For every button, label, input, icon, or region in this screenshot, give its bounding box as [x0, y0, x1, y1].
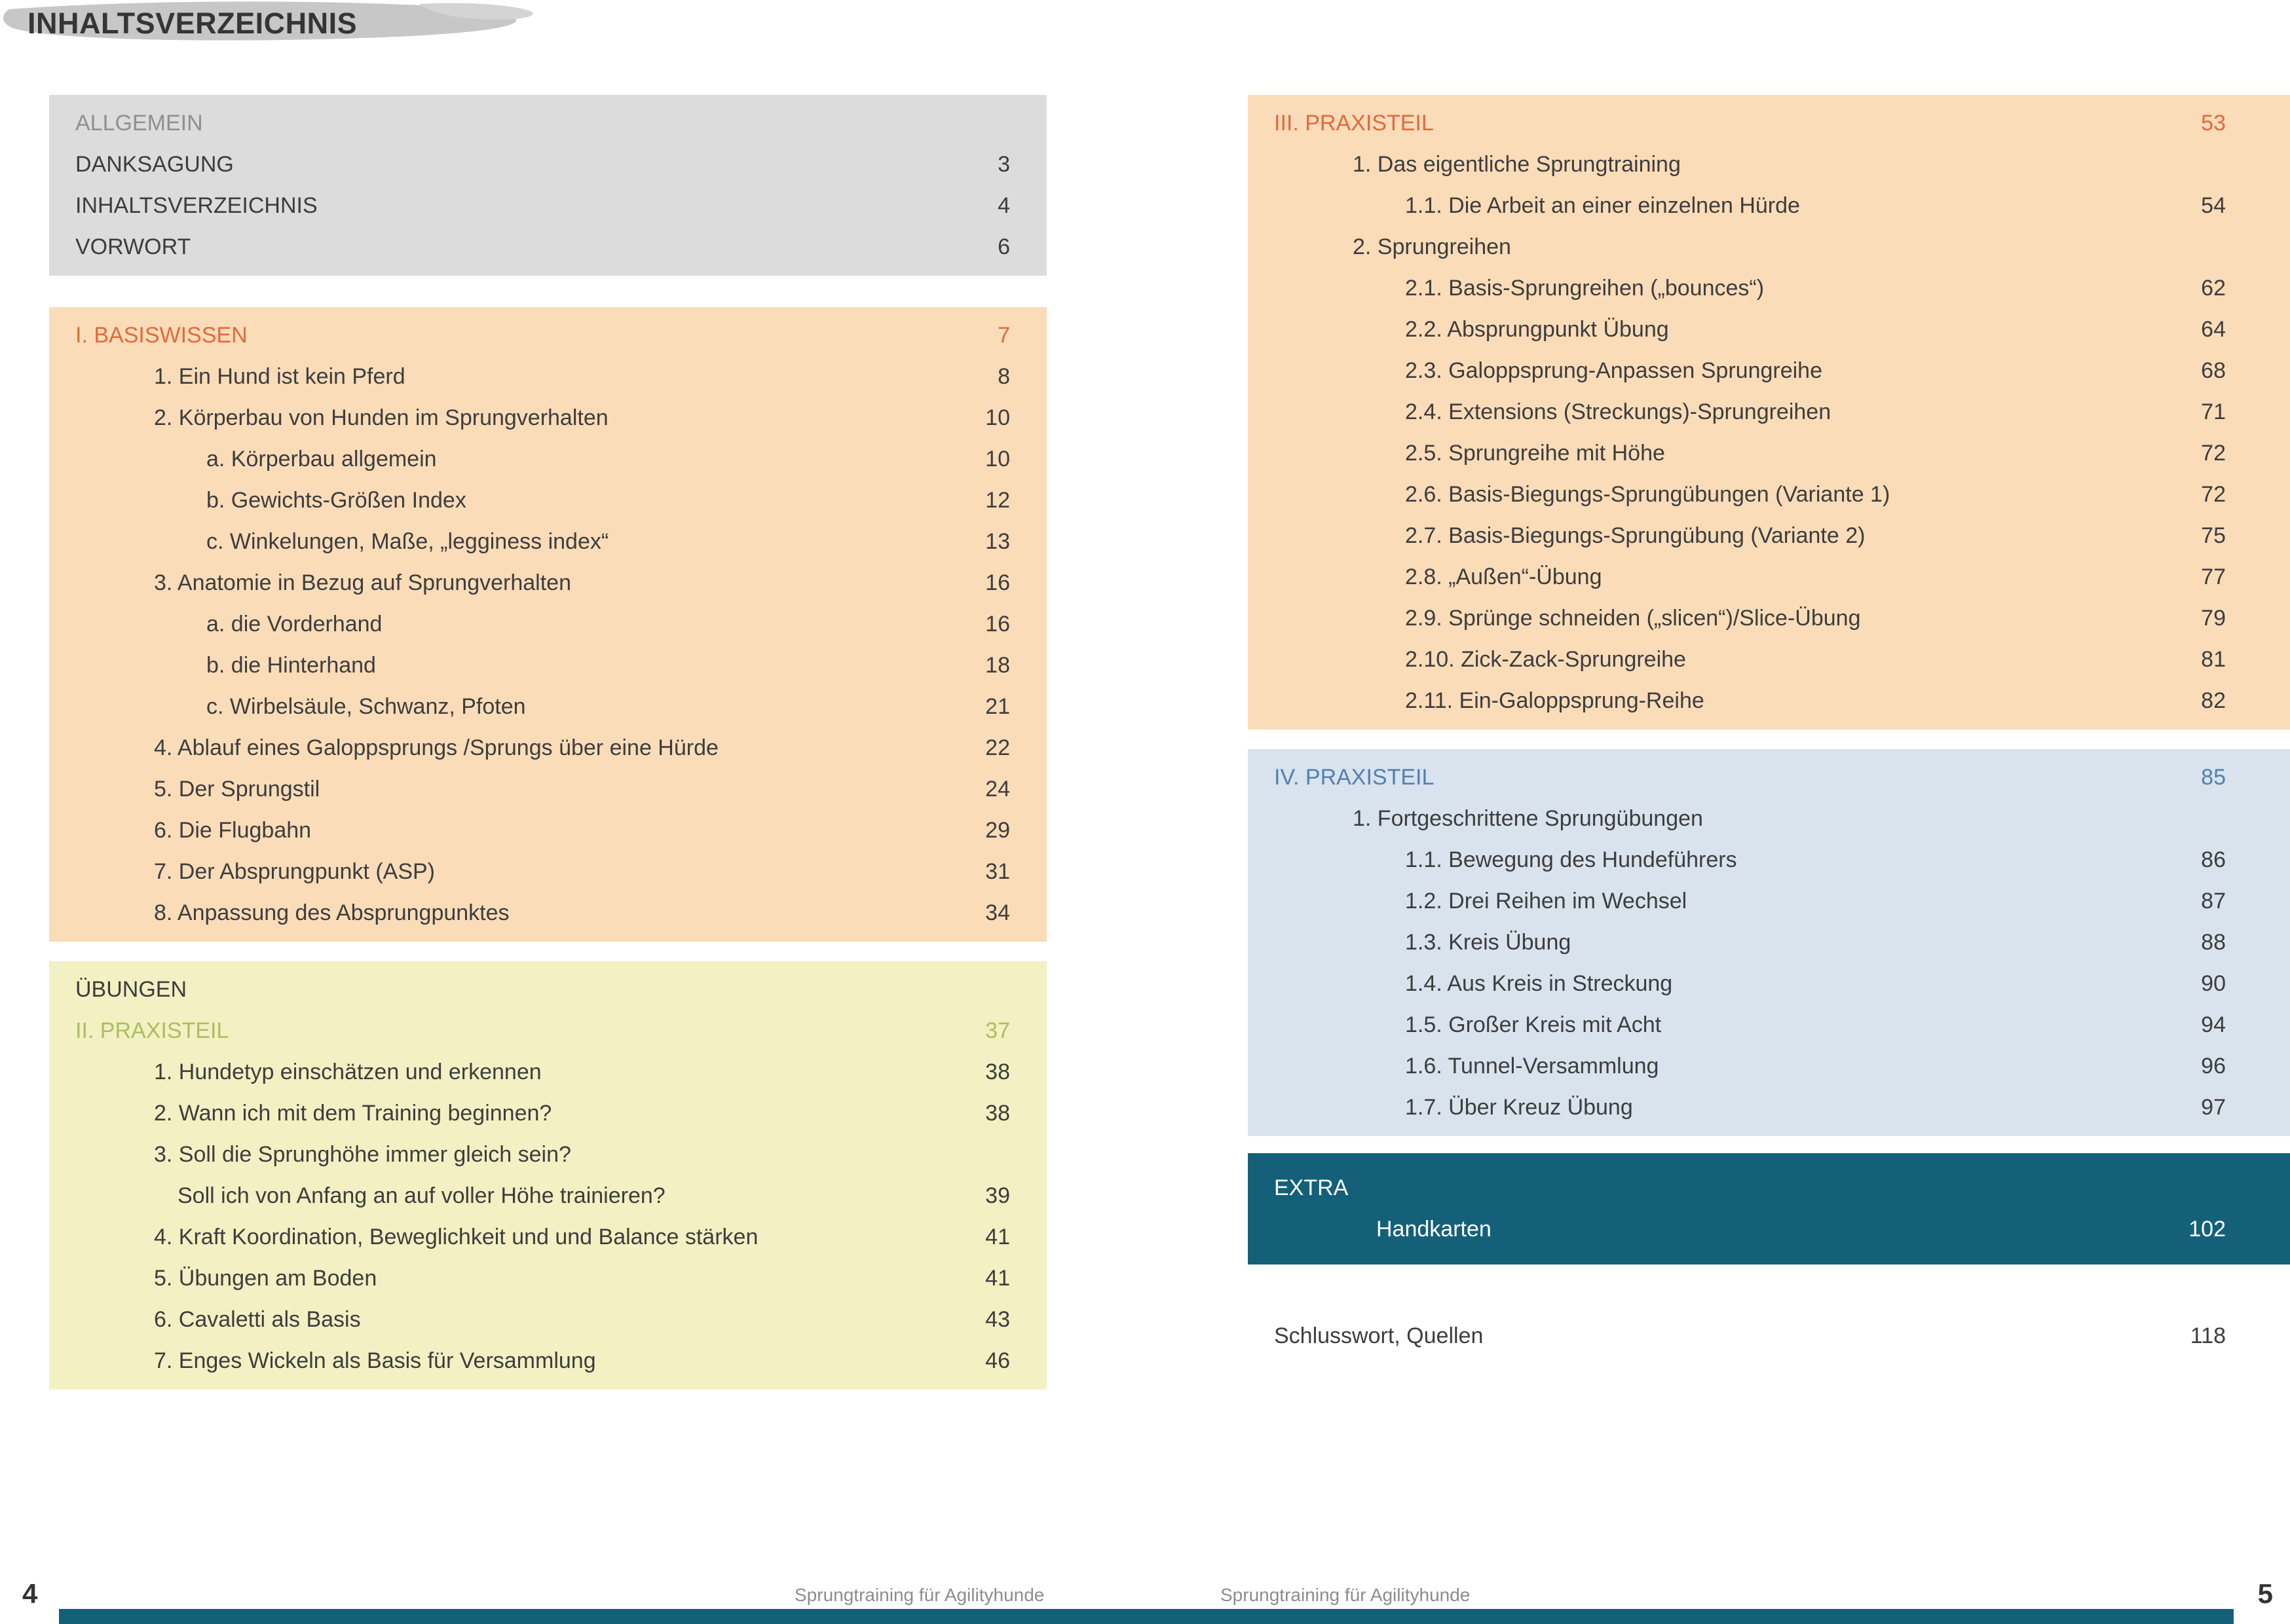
- toc-entry-page-number: 24: [985, 777, 1010, 802]
- toc-entry-page-number: 64: [2201, 317, 2226, 342]
- toc-entry-page-number: 37: [985, 1018, 1010, 1043]
- toc-entry-row: [49, 563, 1047, 604]
- toc-entry-row: [49, 893, 1047, 934]
- toc-entry-text: 2.9. Sprünge schneiden („slicen“)/Slice-Übung: [1405, 606, 1861, 631]
- toc-entry-page-number: 10: [985, 447, 1010, 471]
- toc-entry-text: 2. Sprungreihen: [1353, 234, 1511, 259]
- toc-entry-page-number: 94: [2201, 1012, 2226, 1037]
- toc-entry-row: [1248, 1087, 2290, 1128]
- toc-entry-row: [1248, 1209, 2290, 1250]
- toc-entry-text: 1. Ein Hund ist kein Pferd: [154, 364, 405, 389]
- toc-entry-page-number: 53: [2201, 111, 2226, 136]
- toc-entry-row: [1248, 268, 2290, 309]
- toc-entry-text: 1. Das eigentliche Sprungtraining: [1353, 152, 1681, 177]
- toc-entry-text: 1.7. Über Kreuz Übung: [1405, 1095, 1633, 1120]
- page-title: INHALTSVERZEICHNIS: [28, 7, 358, 40]
- toc-entry-text: IV. PRAXISTEIL: [1274, 765, 1435, 790]
- toc-entry-page-number: 4: [998, 193, 1010, 218]
- toc-entry-row: [49, 1299, 1047, 1340]
- toc-entry-row: [1248, 881, 2290, 922]
- toc-entry-page-number: 6: [998, 234, 1010, 259]
- page-number-right: 5: [2257, 1578, 2273, 1609]
- toc-entry-row: [1248, 557, 2290, 598]
- toc-entry-row: [1248, 227, 2290, 268]
- toc-entry-text: ÜBUNGEN: [75, 977, 187, 1002]
- toc-entry-row: [49, 480, 1047, 521]
- toc-entry-row: [49, 769, 1047, 810]
- toc-entry-row: [1248, 185, 2290, 227]
- toc-entry-page-number: 12: [985, 488, 1010, 513]
- toc-entry-text: 6. Die Flugbahn: [154, 818, 312, 843]
- toc-entry-text: 2.8. „Außen“-Übung: [1405, 564, 1602, 589]
- toc-entry-text: 1. Hundetyp einschätzen und erkennen: [154, 1060, 542, 1084]
- toc-entry-page-number: 18: [985, 653, 1010, 678]
- toc-entry-text: 3. Anatomie in Bezug auf Sprungverhalten: [154, 570, 571, 595]
- toc-entry-page-number: 77: [2201, 564, 2226, 589]
- toc-entry-text: Schlusswort, Quellen: [1274, 1323, 1484, 1348]
- toc-section-allgemein: [49, 95, 1047, 276]
- footer-rule-bar: [59, 1609, 2234, 1624]
- toc-entry-row: [1248, 963, 2290, 1005]
- toc-entry-page-number: 62: [2201, 276, 2226, 301]
- toc-entry-text: 2.5. Sprungreihe mit Höhe: [1405, 441, 1665, 466]
- toc-entry-text: 5. Der Sprungstil: [154, 777, 320, 802]
- toc-section-praxisteil-3: [1248, 95, 2290, 729]
- toc-entry-row: [49, 604, 1047, 645]
- toc-entry-row: [49, 686, 1047, 728]
- toc-entry-page-number: 118: [2190, 1323, 2226, 1348]
- toc-heading-row: [49, 1010, 1047, 1052]
- toc-entry-row: [1248, 350, 2290, 392]
- toc-entry-text: 1. Fortgeschrittene Sprungübungen: [1353, 806, 1703, 831]
- toc-section-praxisteil-4: [1248, 749, 2290, 1136]
- toc-left-column: [49, 95, 1047, 1409]
- toc-entry-page-number: 82: [2201, 688, 2226, 713]
- toc-entry-text: DANKSAGUNG: [75, 152, 234, 177]
- toc-entry-text: 2.1. Basis-Sprungreihen („bounces“): [1405, 276, 1765, 301]
- toc-entry-row: [1248, 840, 2290, 881]
- toc-entry-text: II. PRAXISTEIL: [75, 1018, 229, 1043]
- toc-entry-text: 1.4. Aus Kreis in Streckung: [1405, 971, 1673, 996]
- toc-entry-row: [1248, 1046, 2290, 1087]
- toc-entry-row: [1248, 1316, 2290, 1357]
- toc-entry-row: [1248, 1005, 2290, 1046]
- toc-heading-row: [1248, 757, 2290, 798]
- toc-entry-text: 3. Soll die Sprunghöhe immer gleich sein?: [154, 1142, 571, 1167]
- toc-entry-page-number: 21: [985, 694, 1010, 719]
- toc-entry-row: [49, 397, 1047, 439]
- toc-entry-page-number: 90: [2201, 971, 2226, 996]
- book-title-right: Sprungtraining für Agilityhunde: [1220, 1585, 1471, 1605]
- toc-entry-text: Soll ich von Anfang an auf voller Höhe trainieren?: [178, 1183, 666, 1208]
- toc-entry-text: 4. Kraft Koordination, Beweglichkeit und und Balance stärken: [154, 1225, 759, 1249]
- toc-entry-row: [1248, 1168, 2290, 1209]
- page-number-left: 4: [22, 1578, 38, 1609]
- toc-entry-text: 2.2. Absprungpunkt Übung: [1405, 317, 1669, 342]
- toc-entry-row: [1248, 680, 2290, 722]
- toc-entry-text: ALLGEMEIN: [75, 111, 203, 136]
- toc-entry-page-number: 16: [985, 570, 1010, 595]
- toc-entry-page-number: 41: [985, 1266, 1010, 1291]
- toc-entry-row: [1248, 392, 2290, 433]
- toc-entry-page-number: 7: [998, 323, 1010, 348]
- toc-entry-row: [49, 969, 1047, 1010]
- toc-section-extra: [1248, 1153, 2290, 1264]
- toc-entry-text: INHALTSVERZEICHNIS: [75, 193, 318, 218]
- toc-entry-page-number: 10: [985, 405, 1010, 430]
- toc-entry-text: a. die Vorderhand: [206, 612, 383, 637]
- toc-entry-row: [49, 810, 1047, 851]
- toc-entry-page-number: 88: [2201, 930, 2226, 955]
- toc-entry-page-number: 16: [985, 612, 1010, 637]
- toc-entry-text: 2.6. Basis-Biegungs-Sprungübungen (Variante 1): [1405, 482, 1890, 507]
- toc-entry-row: [49, 1340, 1047, 1382]
- toc-entry-row: [1248, 798, 2290, 840]
- toc-entry-row: [49, 356, 1047, 397]
- toc-entry-row: [49, 439, 1047, 480]
- toc-entry-text: 2.3. Galoppsprung-Anpassen Sprungreihe: [1405, 358, 1822, 383]
- toc-entry-row: [49, 1052, 1047, 1093]
- toc-entry-page-number: 38: [985, 1101, 1010, 1126]
- toc-entry-row: [1248, 598, 2290, 639]
- toc-heading-row: [49, 315, 1047, 356]
- toc-entry-page-number: 85: [2201, 765, 2226, 790]
- toc-entry-page-number: 68: [2201, 358, 2226, 383]
- toc-entry-page-number: 75: [2201, 523, 2226, 548]
- toc-entry-page-number: 96: [2201, 1054, 2226, 1079]
- toc-entry-page-number: 46: [985, 1348, 1010, 1373]
- toc-entry-text: 2.11. Ein-Galoppsprung-Reihe: [1405, 688, 1704, 713]
- toc-entry-text: 2.4. Extensions (Streckungs)-Sprungreihen: [1405, 399, 1831, 424]
- toc-entry-text: 2.10. Zick-Zack-Sprungreihe: [1405, 647, 1686, 672]
- toc-entry-row: [1248, 433, 2290, 474]
- toc-entry-row: [1248, 474, 2290, 515]
- toc-entry-row: [1248, 144, 2290, 185]
- toc-entry-page-number: 31: [985, 859, 1010, 884]
- toc-entry-row: [1248, 515, 2290, 557]
- toc-entry-row: [49, 144, 1047, 185]
- toc-entry-page-number: 102: [2188, 1217, 2226, 1242]
- toc-heading-row: [1248, 103, 2290, 144]
- toc-entry-text: a. Körperbau allgemein: [206, 447, 437, 471]
- toc-entry-row: [49, 521, 1047, 563]
- page-header: [0, 0, 590, 59]
- toc-entry-row: [49, 1217, 1047, 1258]
- toc-entry-page-number: 41: [985, 1225, 1010, 1249]
- toc-entry-page-number: 38: [985, 1060, 1010, 1084]
- toc-entry-text: EXTRA: [1274, 1175, 1349, 1200]
- book-title-left: Sprungtraining für Agilityhunde: [795, 1585, 1045, 1605]
- toc-entry-page-number: 39: [985, 1183, 1010, 1208]
- toc-entry-page-number: 97: [2201, 1095, 2226, 1120]
- toc-entry-row: [1248, 309, 2290, 350]
- toc-entry-text: 1.5. Großer Kreis mit Acht: [1405, 1012, 1662, 1037]
- toc-entry-text: 8. Anpassung des Absprungpunktes: [154, 900, 510, 925]
- toc-entry-row: [49, 1258, 1047, 1299]
- toc-entry-row: [49, 227, 1047, 268]
- toc-entry-page-number: 72: [2201, 482, 2226, 507]
- toc-entry-row: [49, 728, 1047, 769]
- toc-entry-text: 2.7. Basis-Biegungs-Sprungübung (Variante 2): [1405, 523, 1866, 548]
- toc-entry-row: [49, 185, 1047, 227]
- toc-entry-text: c. Wirbelsäule, Schwanz, Pfoten: [206, 694, 526, 719]
- toc-heading-row: [49, 103, 1047, 144]
- toc-entry-page-number: 54: [2201, 193, 2226, 218]
- toc-entry-row: [1248, 639, 2290, 680]
- toc-entry-page-number: 13: [985, 529, 1010, 554]
- toc-entry-text: 2. Wann ich mit dem Training beginnen?: [154, 1101, 552, 1126]
- toc-entry-page-number: 81: [2201, 647, 2226, 672]
- toc-entry-page-number: 8: [998, 364, 1010, 389]
- toc-entry-page-number: 29: [985, 818, 1010, 843]
- toc-entry-text: c. Winkelungen, Maße, „legginess index“: [206, 529, 609, 554]
- toc-entry-text: 1.6. Tunnel-Versammlung: [1405, 1054, 1659, 1079]
- toc-entry-row: [49, 1093, 1047, 1134]
- toc-entry-text: 4. Ablauf eines Galoppsprungs /Sprungs über eine Hürde: [154, 735, 719, 760]
- toc-entry-text: 5. Übungen am Boden: [154, 1266, 377, 1291]
- toc-entry-text: 1.3. Kreis Übung: [1405, 930, 1571, 955]
- toc-entry-text: I. BASISWISSEN: [75, 323, 248, 348]
- toc-entry-text: 1.1. Die Arbeit an einer einzelnen Hürde: [1405, 193, 1800, 218]
- toc-section-schlusswort: [1248, 1308, 2290, 1365]
- toc-entry-page-number: 22: [985, 735, 1010, 760]
- toc-section-uebungen-praxisteil-2: [49, 961, 1047, 1390]
- toc-entry-row: [49, 1134, 1047, 1175]
- toc-entry-row: [49, 645, 1047, 686]
- toc-entry-page-number: 71: [2201, 399, 2226, 424]
- toc-entry-page-number: 34: [985, 900, 1010, 925]
- toc-entry-text: b. Gewichts-Größen Index: [206, 488, 466, 513]
- toc-entry-page-number: 87: [2201, 889, 2226, 913]
- toc-entry-text: 7. Enges Wickeln als Basis für Versammlung: [154, 1348, 596, 1373]
- toc-entry-page-number: 3: [998, 152, 1010, 177]
- toc-entry-text: III. PRAXISTEIL: [1274, 111, 1434, 136]
- toc-section-basiswissen: [49, 307, 1047, 942]
- toc-entry-text: b. die Hinterhand: [206, 653, 376, 678]
- toc-entry-row: [49, 851, 1047, 893]
- toc-entry-text: 6. Cavaletti als Basis: [154, 1307, 361, 1332]
- toc-entry-text: 7. Der Absprungpunkt (ASP): [154, 859, 436, 884]
- toc-entry-page-number: 43: [985, 1307, 1010, 1332]
- toc-entry-text: Handkarten: [1376, 1217, 1492, 1242]
- toc-entry-page-number: 72: [2201, 441, 2226, 466]
- toc-entry-row: [49, 1175, 1047, 1217]
- toc-entry-text: 1.1. Bewegung des Hundeführers: [1405, 847, 1737, 872]
- toc-entry-text: 2. Körperbau von Hunden im Sprungverhalten: [154, 405, 609, 430]
- toc-entry-text: VORWORT: [75, 234, 191, 259]
- toc-entry-page-number: 86: [2201, 847, 2226, 872]
- toc-entry-row: [1248, 922, 2290, 963]
- toc-entry-page-number: 79: [2201, 606, 2226, 631]
- toc-right-column: [1248, 95, 2290, 1365]
- toc-entry-text: 1.2. Drei Reihen im Wechsel: [1405, 889, 1687, 913]
